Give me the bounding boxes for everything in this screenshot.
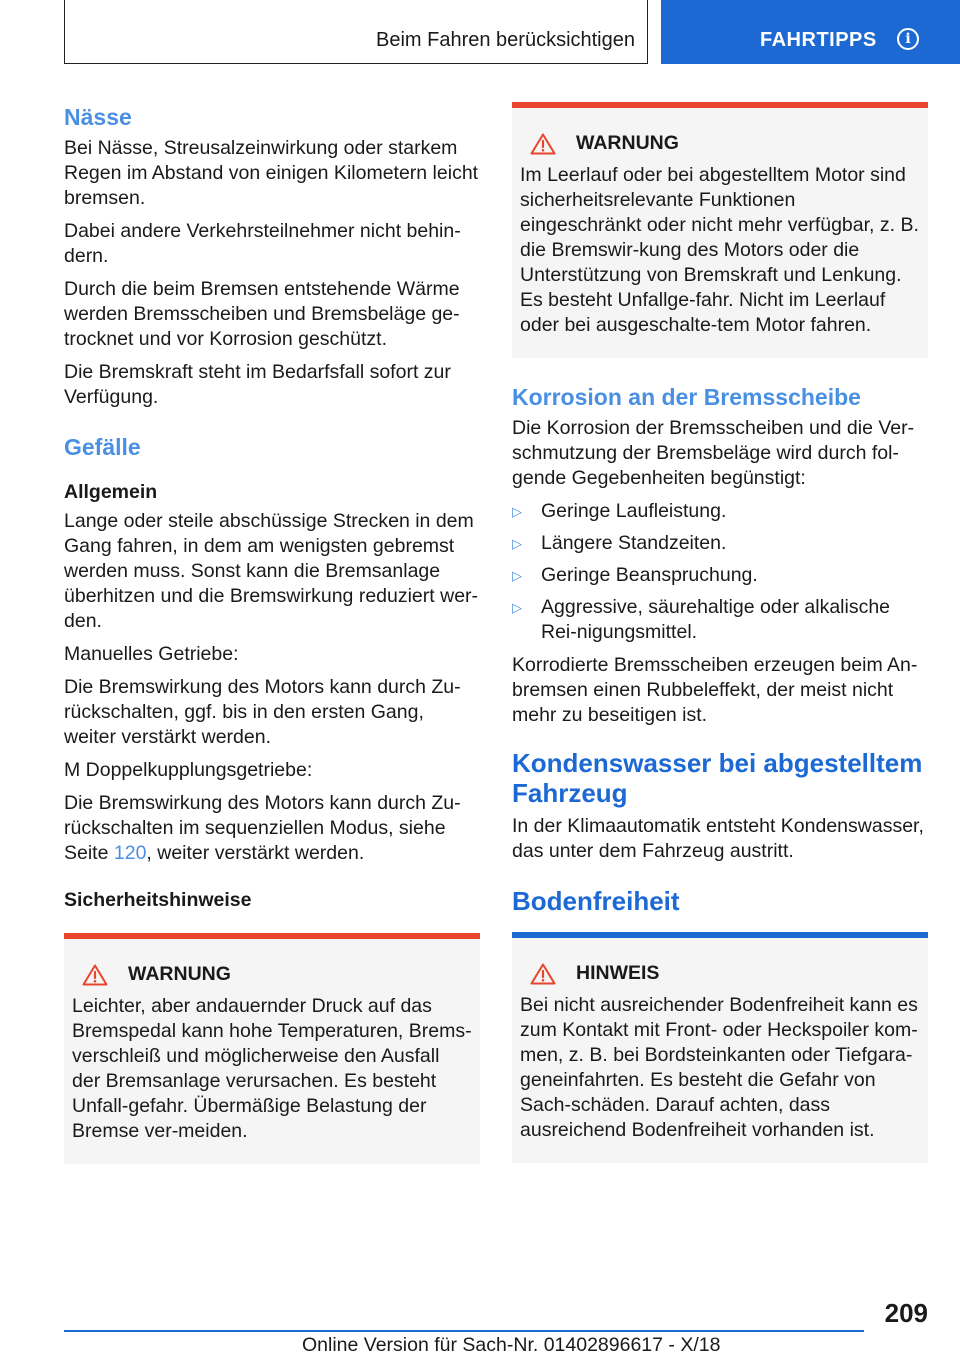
warning-text: Im Leerlauf oder bei abgestelltem Motor sind sicherheitsrelevante Funktionen eingeschränkt oder nicht mehr verfügbar, z. B. die Bremswir-kung des Motors oder die Unterstützung von Bremskraft und Lenkung. Es besteht Unfallge-fahr. Nicht im Leerlauf oder bei ausgeschalte-tem Motor fahren. bbox=[520, 164, 919, 336]
paragraph-with-link bbox=[64, 791, 480, 866]
warning-box bbox=[512, 102, 928, 358]
notice-text: Bei nicht ausreichender Bodenfreiheit kann es zum Kontakt mit Front- oder Heckspoiler kom-men, z. B. bei Bordsteinkanten oder Tiefgara-geneinfahrten. Es besteht die Gefahr von Sach-schäden. Darauf achten, dass ausreichend Bodenfreiheit vorhanden ist. bbox=[520, 994, 918, 1141]
warning-triangle-icon bbox=[530, 963, 556, 985]
section-title-bodenfreiheit: Bodenfreiheit bbox=[512, 886, 680, 916]
list-item: ▷ Aggressive, säurehaltige oder alkalische Rei-nigungsmittel. bbox=[512, 596, 891, 643]
warning-text: Leichter, aber andauernder Druck auf das Bremspedal kann hohe Temperaturen, Brems-verschleiß und möglicherweise den Ausfall der Bremsanlage verursachen. Es besteht Unfall-gefahr. Übermäßige Belastung der Bremse ver-meiden. bbox=[72, 995, 472, 1142]
paragraph: M Doppelkupplungsgetriebe: bbox=[64, 759, 313, 781]
info-icon[interactable]: i bbox=[897, 28, 919, 50]
bullet-list bbox=[512, 499, 928, 645]
footer-divider bbox=[64, 1330, 864, 1332]
triangle-bullet-icon: ▷ bbox=[512, 504, 522, 519]
warning-triangle-icon bbox=[82, 964, 108, 986]
paragraph: Die Korrosion der Bremsscheiben und die Ver-schmutzung der Bremsbeläge wird durch fol-gende Gegebenheiten begünstigt: bbox=[512, 417, 915, 489]
warning-triangle-icon bbox=[530, 133, 556, 155]
section-title-kondenswasser: Kondenswasser bei abgestelltem Fahrzeug bbox=[512, 748, 923, 808]
warning-box bbox=[64, 933, 480, 1164]
section-title-gefaelle: Gefälle bbox=[64, 434, 141, 460]
warning-box-title bbox=[72, 963, 472, 986]
page-number: 209 bbox=[884, 1298, 928, 1328]
notice-label: HINWEIS bbox=[576, 962, 660, 984]
paragraph: In der Klimaautomatik entsteht Kondenswasser, das unter dem Fahrzeug austritt. bbox=[512, 815, 924, 862]
paragraph: Korrodierte Bremsscheiben erzeugen beim An-bremsen einen Rubbeleffekt, der meist nicht mehr zu beseitigen ist. bbox=[512, 654, 918, 726]
header-section-tab bbox=[64, 0, 648, 64]
section-title-naesse: Nässe bbox=[64, 104, 132, 130]
page-reference-link[interactable]: 120 bbox=[113, 842, 147, 864]
section-title-korrosion: Korrosion an der Bremsscheibe bbox=[512, 384, 861, 410]
paragraph: Durch die beim Bremsen entstehende Wärme werden Bremsscheiben und Bremsbeläge ge-trocknet und vor Korrosion geschützt. bbox=[64, 278, 460, 350]
subsection-title-allgemein: Allgemein bbox=[64, 481, 158, 503]
paragraph: Lange oder steile abschüssige Strecken in dem Gang fahren, in dem am wenigsten gebremst werden muss. Sonst kann die Bremsanlage überhitzen und die Bremswirkung reduziert wer-den. bbox=[64, 510, 479, 632]
paragraph: Bei Nässe, Streusalzeinwirkung oder starkem Regen im Abstand von einigen Kilometern leicht bremsen. bbox=[64, 137, 479, 209]
list-item: ▷ Längere Standzeiten. bbox=[512, 532, 727, 554]
list-item: ▷ Geringe Beanspruchung. bbox=[512, 564, 758, 586]
paragraph: Manuelles Getriebe: bbox=[64, 643, 239, 665]
header-chapter-tab[interactable] bbox=[661, 0, 960, 64]
left-column bbox=[64, 102, 480, 1164]
notice-box-title bbox=[520, 962, 920, 985]
header-section-label: Beim Fahren berücksichtigen bbox=[375, 29, 635, 51]
header-chapter-label: FAHRTIPPS bbox=[760, 29, 877, 51]
paragraph-text: Die Bremswirkung des Motors kann durch Zu-rückschalten im sequenziellen Modus, siehe Seite bbox=[64, 792, 461, 864]
subsection-title-sicherheit: Sicherheitshinweise bbox=[64, 889, 252, 911]
warning-label: WARNUNG bbox=[576, 132, 679, 154]
paragraph-text: , weiter verstärkt werden. bbox=[146, 842, 365, 864]
list-item: ▷ Geringe Laufleistung. bbox=[512, 500, 727, 522]
warning-box-title bbox=[520, 132, 920, 155]
paragraph: Dabei andere Verkehrsteilnehmer nicht behin-dern. bbox=[64, 220, 461, 267]
paragraph: Die Bremskraft steht im Bedarfsfall sofort zur Verfügung. bbox=[64, 361, 451, 408]
warning-label: WARNUNG bbox=[128, 963, 231, 985]
paragraph: Die Bremswirkung des Motors kann durch Zu-rückschalten, ggf. bis in den ersten Gang, weiter verstärkt werden. bbox=[64, 676, 461, 748]
triangle-bullet-icon: ▷ bbox=[512, 536, 522, 551]
triangle-bullet-icon: ▷ bbox=[512, 568, 522, 583]
notice-box bbox=[512, 932, 928, 1163]
right-column bbox=[512, 102, 928, 1163]
footer-online-version: Online Version für Sach-Nr. 01402896617 - X/18 bbox=[302, 1334, 721, 1356]
triangle-bullet-icon: ▷ bbox=[512, 600, 522, 615]
